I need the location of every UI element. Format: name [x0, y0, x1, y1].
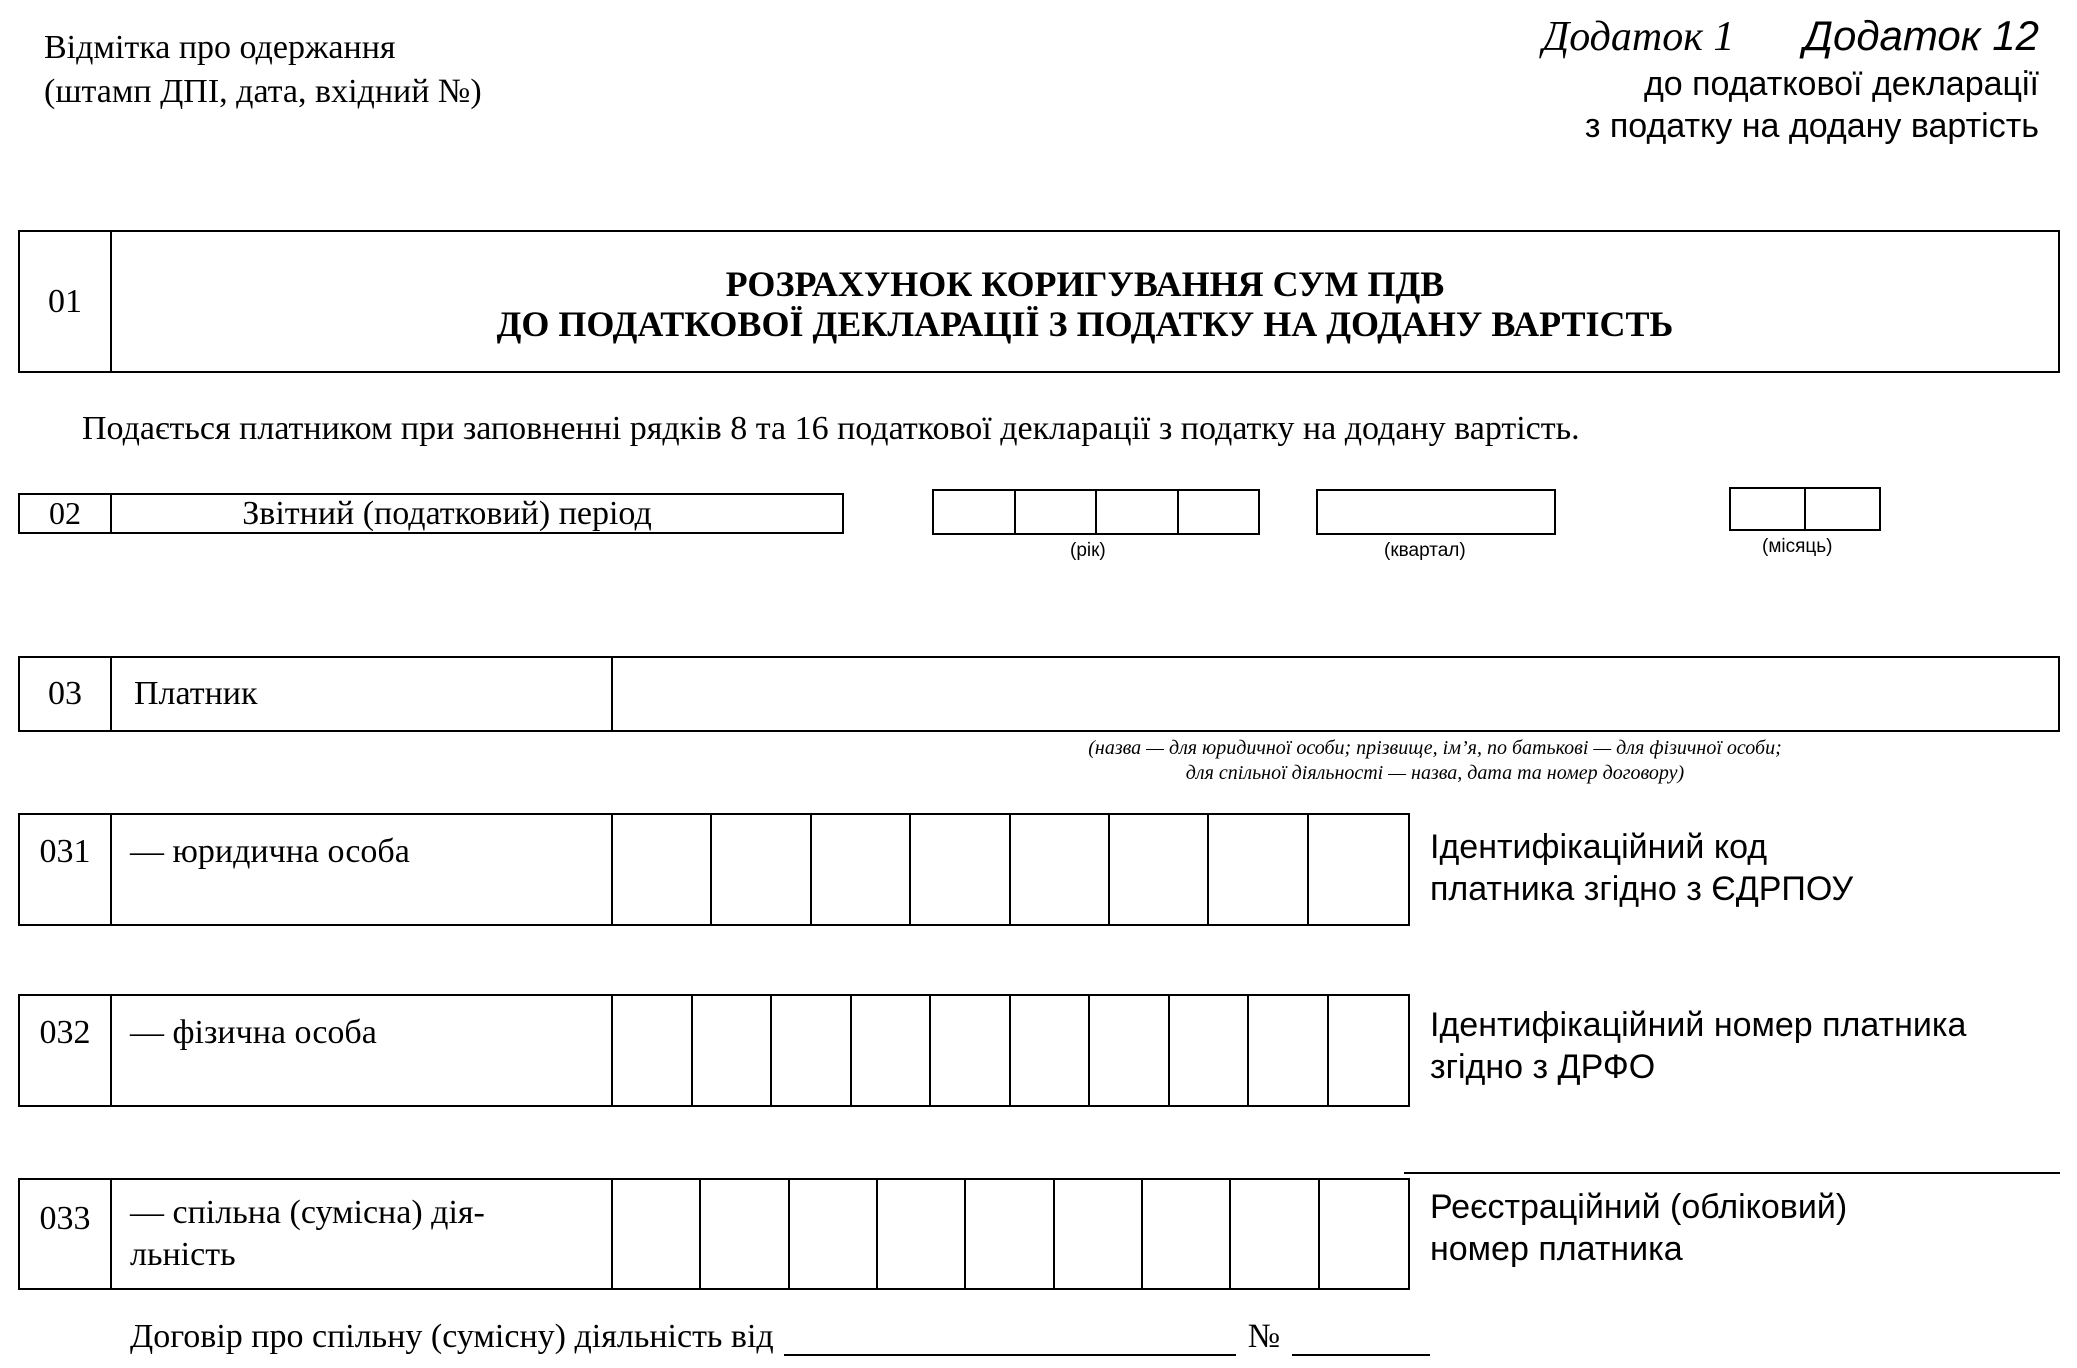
- drfo-digit-cell[interactable]: [1090, 996, 1170, 1105]
- payer-code: 03: [20, 658, 112, 730]
- joint-activity-description: [1430, 1186, 1847, 1270]
- receipt-mark-line1: Відмітка про одержання: [44, 29, 396, 66]
- drfo-digit-cell[interactable]: [1011, 996, 1091, 1105]
- joint-activity-label-line1: — спільна (сумісна) дія-: [130, 1194, 485, 1231]
- year-digit-cell[interactable]: [1097, 491, 1179, 533]
- contract-number-input[interactable]: [1292, 1322, 1430, 1356]
- submission-note: Подається платником при заповненні рядків 8 та 16 податкової декларації з податку на додану вартість.: [82, 410, 1580, 447]
- legal-entity-description: [1430, 826, 1853, 910]
- edrpou-code-input[interactable]: [611, 815, 1408, 924]
- edrpou-digit-cell[interactable]: [613, 815, 712, 924]
- title-text: [112, 264, 2058, 344]
- month-digit-cell[interactable]: [1806, 489, 1879, 529]
- legal-entity-desc-line1: Ідентифікаційний код: [1430, 828, 1768, 866]
- period-year-input[interactable]: [932, 489, 1260, 535]
- drfo-digit-cell[interactable]: [1329, 996, 1409, 1105]
- drfo-digit-cell[interactable]: [931, 996, 1011, 1105]
- title-block: [18, 230, 2060, 373]
- individual-desc-line2: згідно з ДРФО: [1430, 1048, 1656, 1086]
- individual-desc-line1: Ідентифікаційний номер платника: [1430, 1006, 1967, 1044]
- title-line1: РОЗРАХУНОК КОРИГУВАННЯ СУМ ПДВ: [725, 264, 1445, 304]
- joint-activity-desc-line2: номер платника: [1430, 1230, 1683, 1268]
- joint-activity-label-line2: льність: [130, 1236, 236, 1273]
- drfo-digit-cell[interactable]: [1170, 996, 1250, 1105]
- period-label: Звітний (податковий) період: [242, 495, 652, 532]
- joint-activity-label: [130, 1192, 485, 1276]
- month-caption: (місяць): [1762, 536, 1833, 557]
- edrpou-digit-cell[interactable]: [1209, 815, 1308, 924]
- registration-digit-cell[interactable]: [1320, 1180, 1408, 1288]
- title-code: 01: [20, 232, 112, 371]
- registration-digit-cell[interactable]: [1055, 1180, 1143, 1288]
- receipt-mark: [44, 26, 482, 114]
- appendix-title: [1543, 10, 2040, 63]
- payer-caption-line2: для спільної діяльності — назва, дата та номер договору): [1185, 762, 1685, 784]
- payer-label: Платник: [134, 675, 258, 712]
- period-quarter-input[interactable]: [1316, 489, 1556, 535]
- registration-digit-cell[interactable]: [1143, 1180, 1231, 1288]
- registration-digit-cell[interactable]: [701, 1180, 789, 1288]
- joint-activity-desc-line1: Реєстраційний (обліковий): [1430, 1188, 1848, 1226]
- edrpou-digit-cell[interactable]: [712, 815, 811, 924]
- individual-description: [1430, 1004, 1966, 1088]
- legal-entity-row: [18, 813, 1410, 926]
- payer-caption: [800, 736, 2070, 786]
- joint-activity-row: [18, 1178, 1410, 1290]
- drfo-digit-cell[interactable]: [772, 996, 852, 1105]
- drfo-number-input[interactable]: [611, 996, 1408, 1105]
- payer-name-input[interactable]: [611, 658, 2058, 730]
- registration-digit-cell[interactable]: [966, 1180, 1054, 1288]
- section-divider: [1404, 1172, 2060, 1174]
- registration-digit-cell[interactable]: [1231, 1180, 1319, 1288]
- quarter-caption: (квартал): [1384, 540, 1466, 561]
- registration-digit-cell[interactable]: [613, 1180, 701, 1288]
- registration-digit-cell[interactable]: [790, 1180, 878, 1288]
- individual-row: [18, 994, 1410, 1107]
- year-digit-cell[interactable]: [934, 491, 1016, 533]
- year-digit-cell[interactable]: [1179, 491, 1259, 533]
- drfo-digit-cell[interactable]: [852, 996, 932, 1105]
- legal-entity-label: — юридична особа: [130, 833, 410, 870]
- receipt-mark-line2: (штамп ДПІ, дата, вхідний №): [44, 73, 482, 110]
- drfo-digit-cell[interactable]: [1249, 996, 1329, 1105]
- period-row: [18, 493, 844, 534]
- contract-date-input[interactable]: [784, 1322, 1236, 1356]
- legal-entity-desc-line2: платника згідно з ЄДРПОУ: [1430, 870, 1854, 908]
- title-line2: ДО ПОДАТКОВОЇ ДЕКЛАРАЦІЇ З ПОДАТКУ НА ДОДАНУ ВАРТІСТЬ: [496, 304, 1674, 344]
- period-month-input[interactable]: [1729, 487, 1881, 531]
- edrpou-digit-cell[interactable]: [812, 815, 911, 924]
- joint-activity-code: 033: [20, 1180, 112, 1288]
- edrpou-digit-cell[interactable]: [1110, 815, 1209, 924]
- contract-label: Договір про спільну (сумісну) діяльність від: [130, 1318, 774, 1355]
- payer-row: [18, 656, 2060, 732]
- individual-code: 032: [20, 996, 112, 1105]
- registration-number-input[interactable]: [611, 1180, 1408, 1288]
- payer-caption-line1: (назва — для юридичної особи; прізвище, ім’я, по батькові — для фізичної особи;: [1088, 737, 1782, 759]
- individual-label: — фізична особа: [130, 1014, 377, 1051]
- contract-number-sign: №: [1247, 1318, 1281, 1355]
- appendix-old: Додаток 1: [1542, 14, 1735, 60]
- edrpou-digit-cell[interactable]: [911, 815, 1010, 924]
- drfo-digit-cell[interactable]: [613, 996, 693, 1105]
- year-digit-cell[interactable]: [1016, 491, 1098, 533]
- contract-line: [130, 1318, 1430, 1356]
- registration-digit-cell[interactable]: [878, 1180, 966, 1288]
- month-digit-cell[interactable]: [1731, 489, 1806, 529]
- drfo-digit-cell[interactable]: [693, 996, 773, 1105]
- edrpou-digit-cell[interactable]: [1011, 815, 1110, 924]
- appendix-heading: [1543, 10, 2040, 147]
- legal-entity-code: 031: [20, 815, 112, 924]
- edrpou-digit-cell[interactable]: [1309, 815, 1408, 924]
- period-code: 02: [20, 495, 112, 532]
- appendix-line2: до податкової декларації: [1643, 65, 2039, 103]
- appendix-new: Додаток 12: [1803, 12, 2039, 59]
- year-caption: (рік): [1070, 540, 1106, 561]
- appendix-line3: з податку на додану вартість: [1584, 107, 2039, 145]
